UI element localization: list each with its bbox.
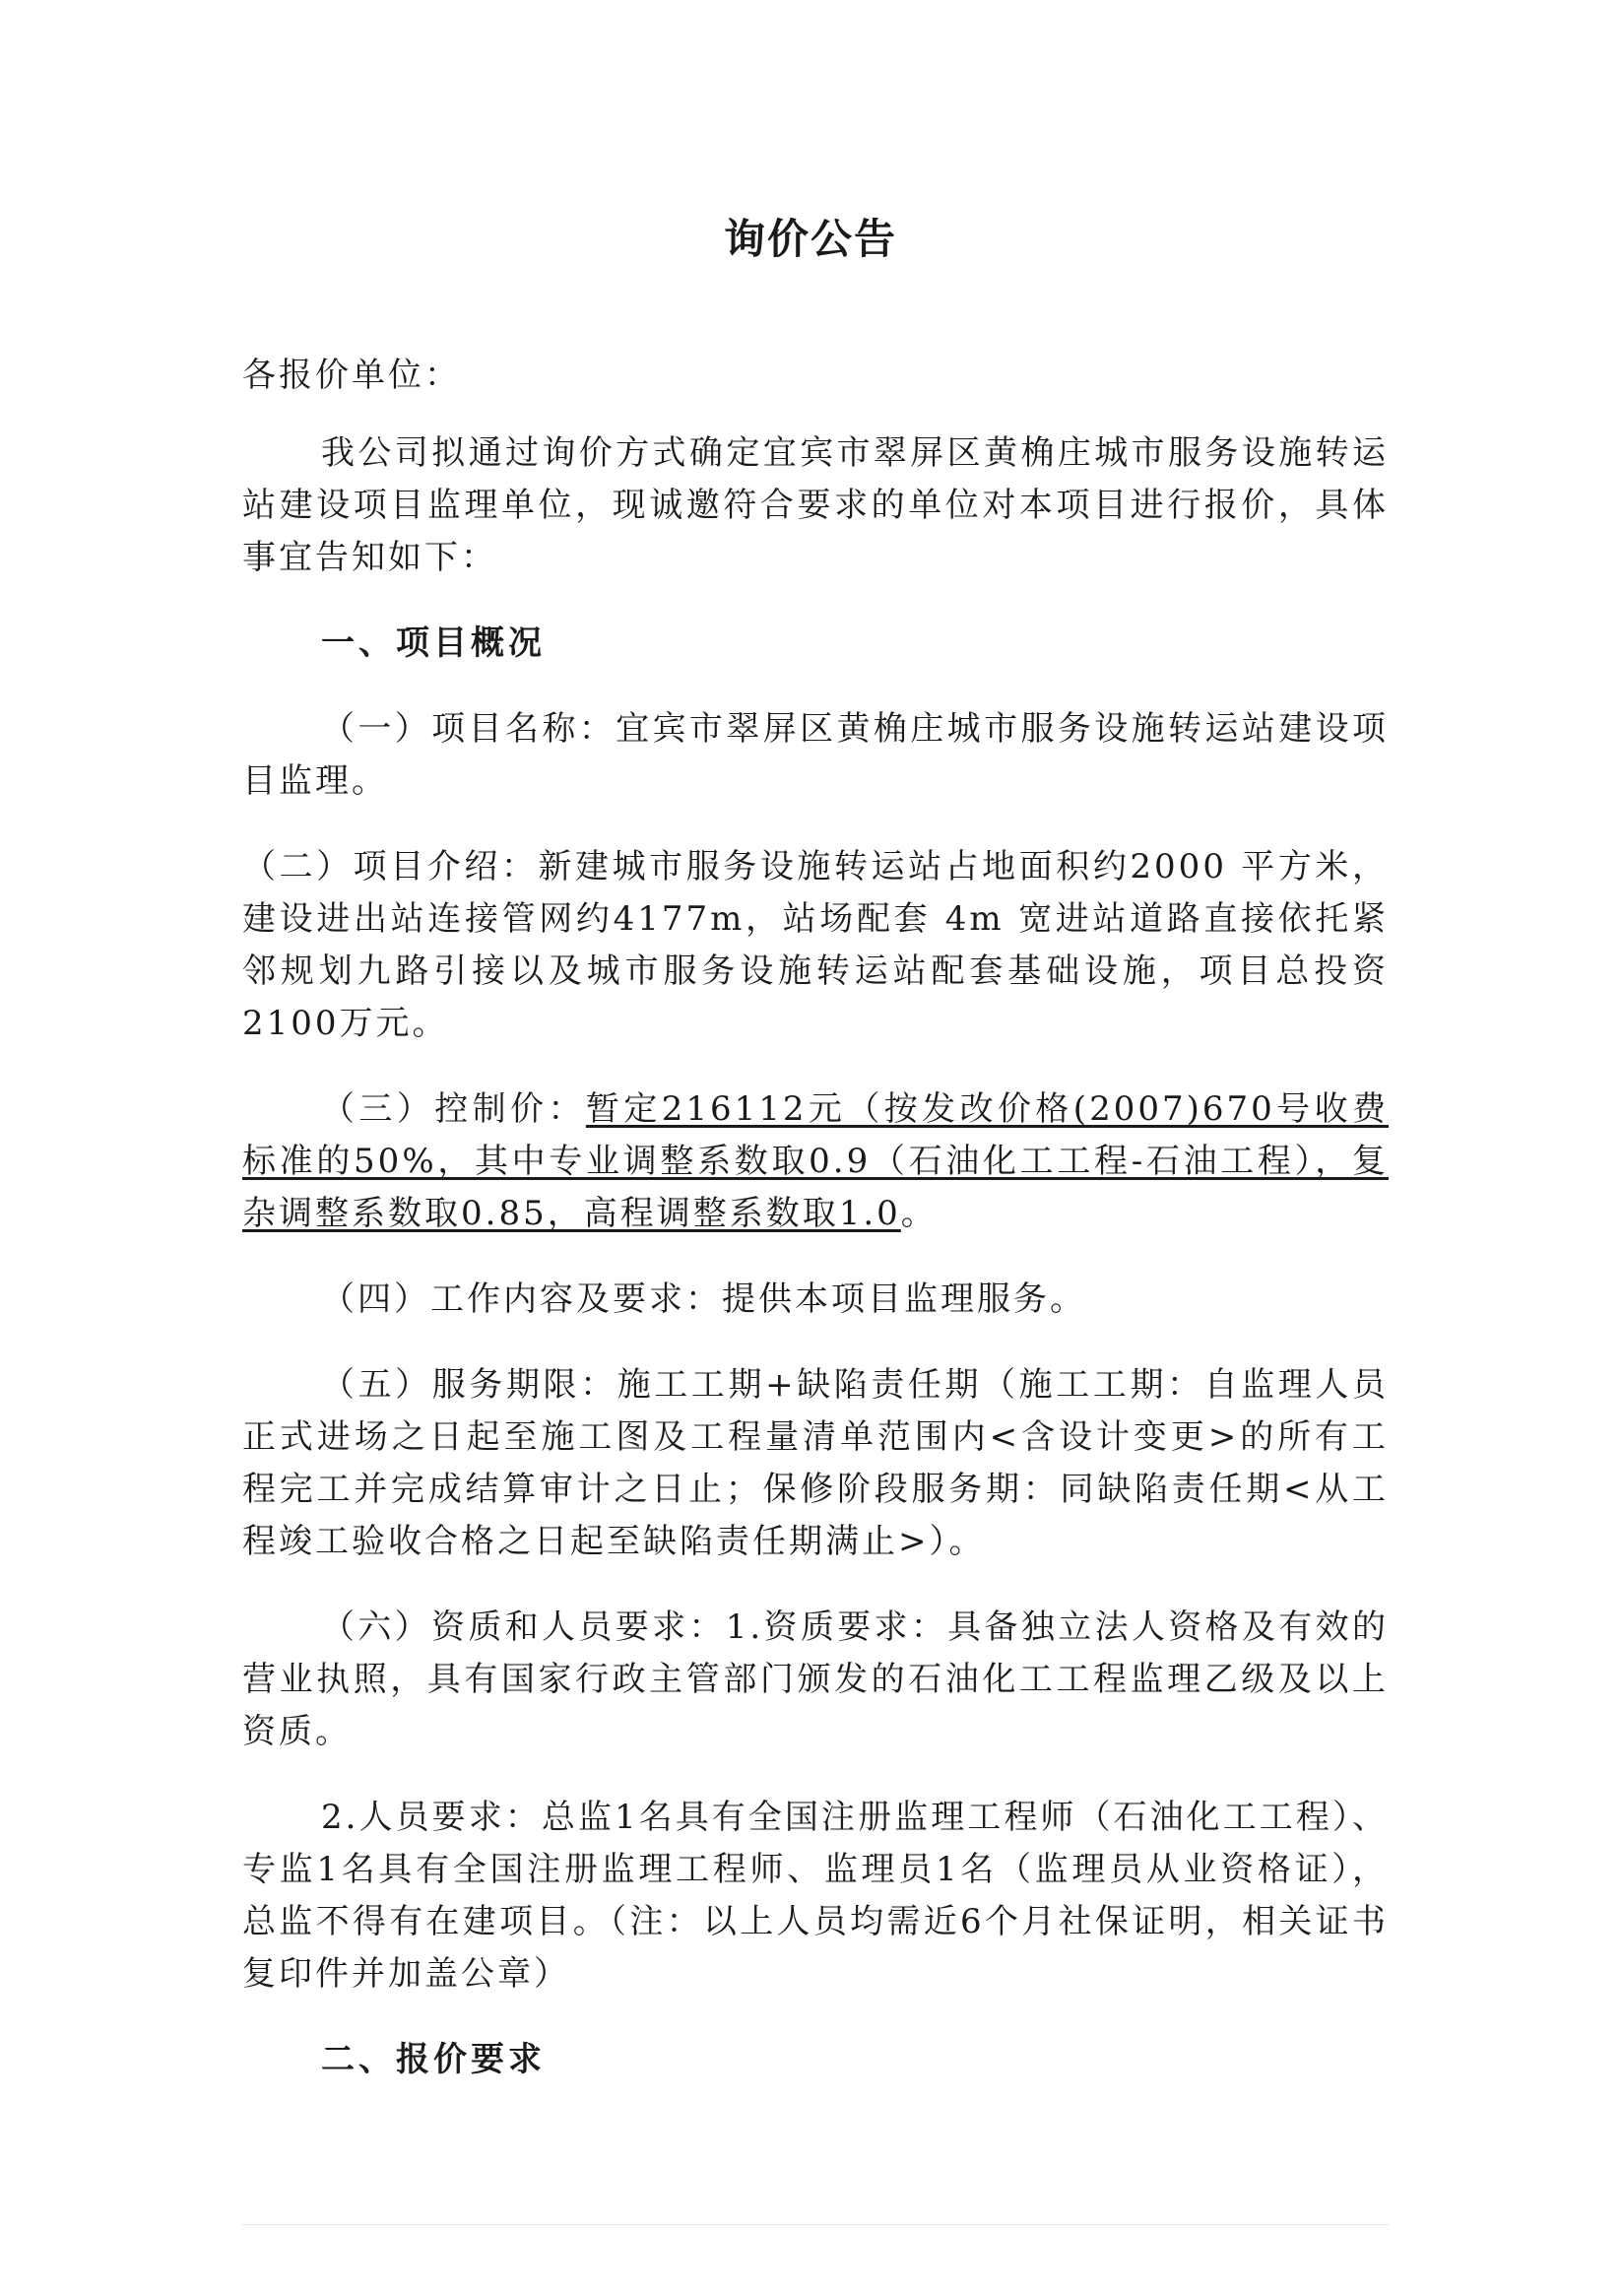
salutation: 各报价单位： <box>242 356 461 395</box>
item-qualification: （六）资质和人员要求：1.资质要求：具备独立法人资格及有效的营业执照，具有国家行政主管部门颁发的石油化工工程监理乙级及以上资质。 <box>242 1607 1389 1751</box>
section-heading-overview: 一、项目概况 <box>321 623 546 663</box>
control-price-value: 暂定216112元（按发改价格(2007)670号收费标准的50%，其中专业调整系数取0.9（石油化工工程-石油工程），复杂调整系数取0.85，高程调整系数取1.0 <box>242 1089 1389 1233</box>
item-work-content: （四）工作内容及要求：提供本项目监理服务。 <box>321 1279 1086 1319</box>
intro-paragraph: 我公司拟通过询价方式确定宜宾市翠屏区黄桷庄城市服务设施转运站建设项目监理单位，现诚邀符合要求的单位对本项目进行报价，具体事宜告知如下： <box>242 433 1389 577</box>
item-service-period: （五）服务期限：施工工期+缺陷责任期（施工工期：自监理人员正式进场之日起至施工图及工程量清单范围内<含设计变更>的所有工程完工并完成结算审计之日止；保修阶段服务期：同缺陷责任期<从工程竣工验收合格之日起至缺陷责任期满止>）。 <box>242 1365 1389 1561</box>
section-heading-quote: 二、报价要求 <box>321 2040 546 2079</box>
item-personnel: 2.人员要求：总监1名具有全国注册监理工程师（石油化工工程）、专监1名具有全国注册监理工程师、监理员1名（监理员从业资格证），总监不得有在建项目。（注：以上人员均需近6个月社保证明，相关证书复印件并加盖公章） <box>242 1798 1389 1994</box>
footer-divider <box>242 2224 1389 2225</box>
control-price-end: 。 <box>900 1194 938 1233</box>
item-project-intro: （二）项目介绍：新建城市服务设施转运站占地面积约2000 平方米，建设进出站连接管网约4177m，站场配套 4m 宽进站道路直接依托紧邻规划九路引接以及城市服务设施转运站配套基础设施，项目总投资2100万元。 <box>242 847 1389 1043</box>
document-body <box>242 350 1389 2086</box>
document-title: 询价公告 <box>723 215 897 263</box>
item-project-name: （一）项目名称：宜宾市翠屏区黄桷庄城市服务设施转运站建设项目监理。 <box>242 709 1389 801</box>
item-control-price <box>242 1083 1389 1240</box>
control-price-label: （三）控制价： <box>321 1089 586 1129</box>
